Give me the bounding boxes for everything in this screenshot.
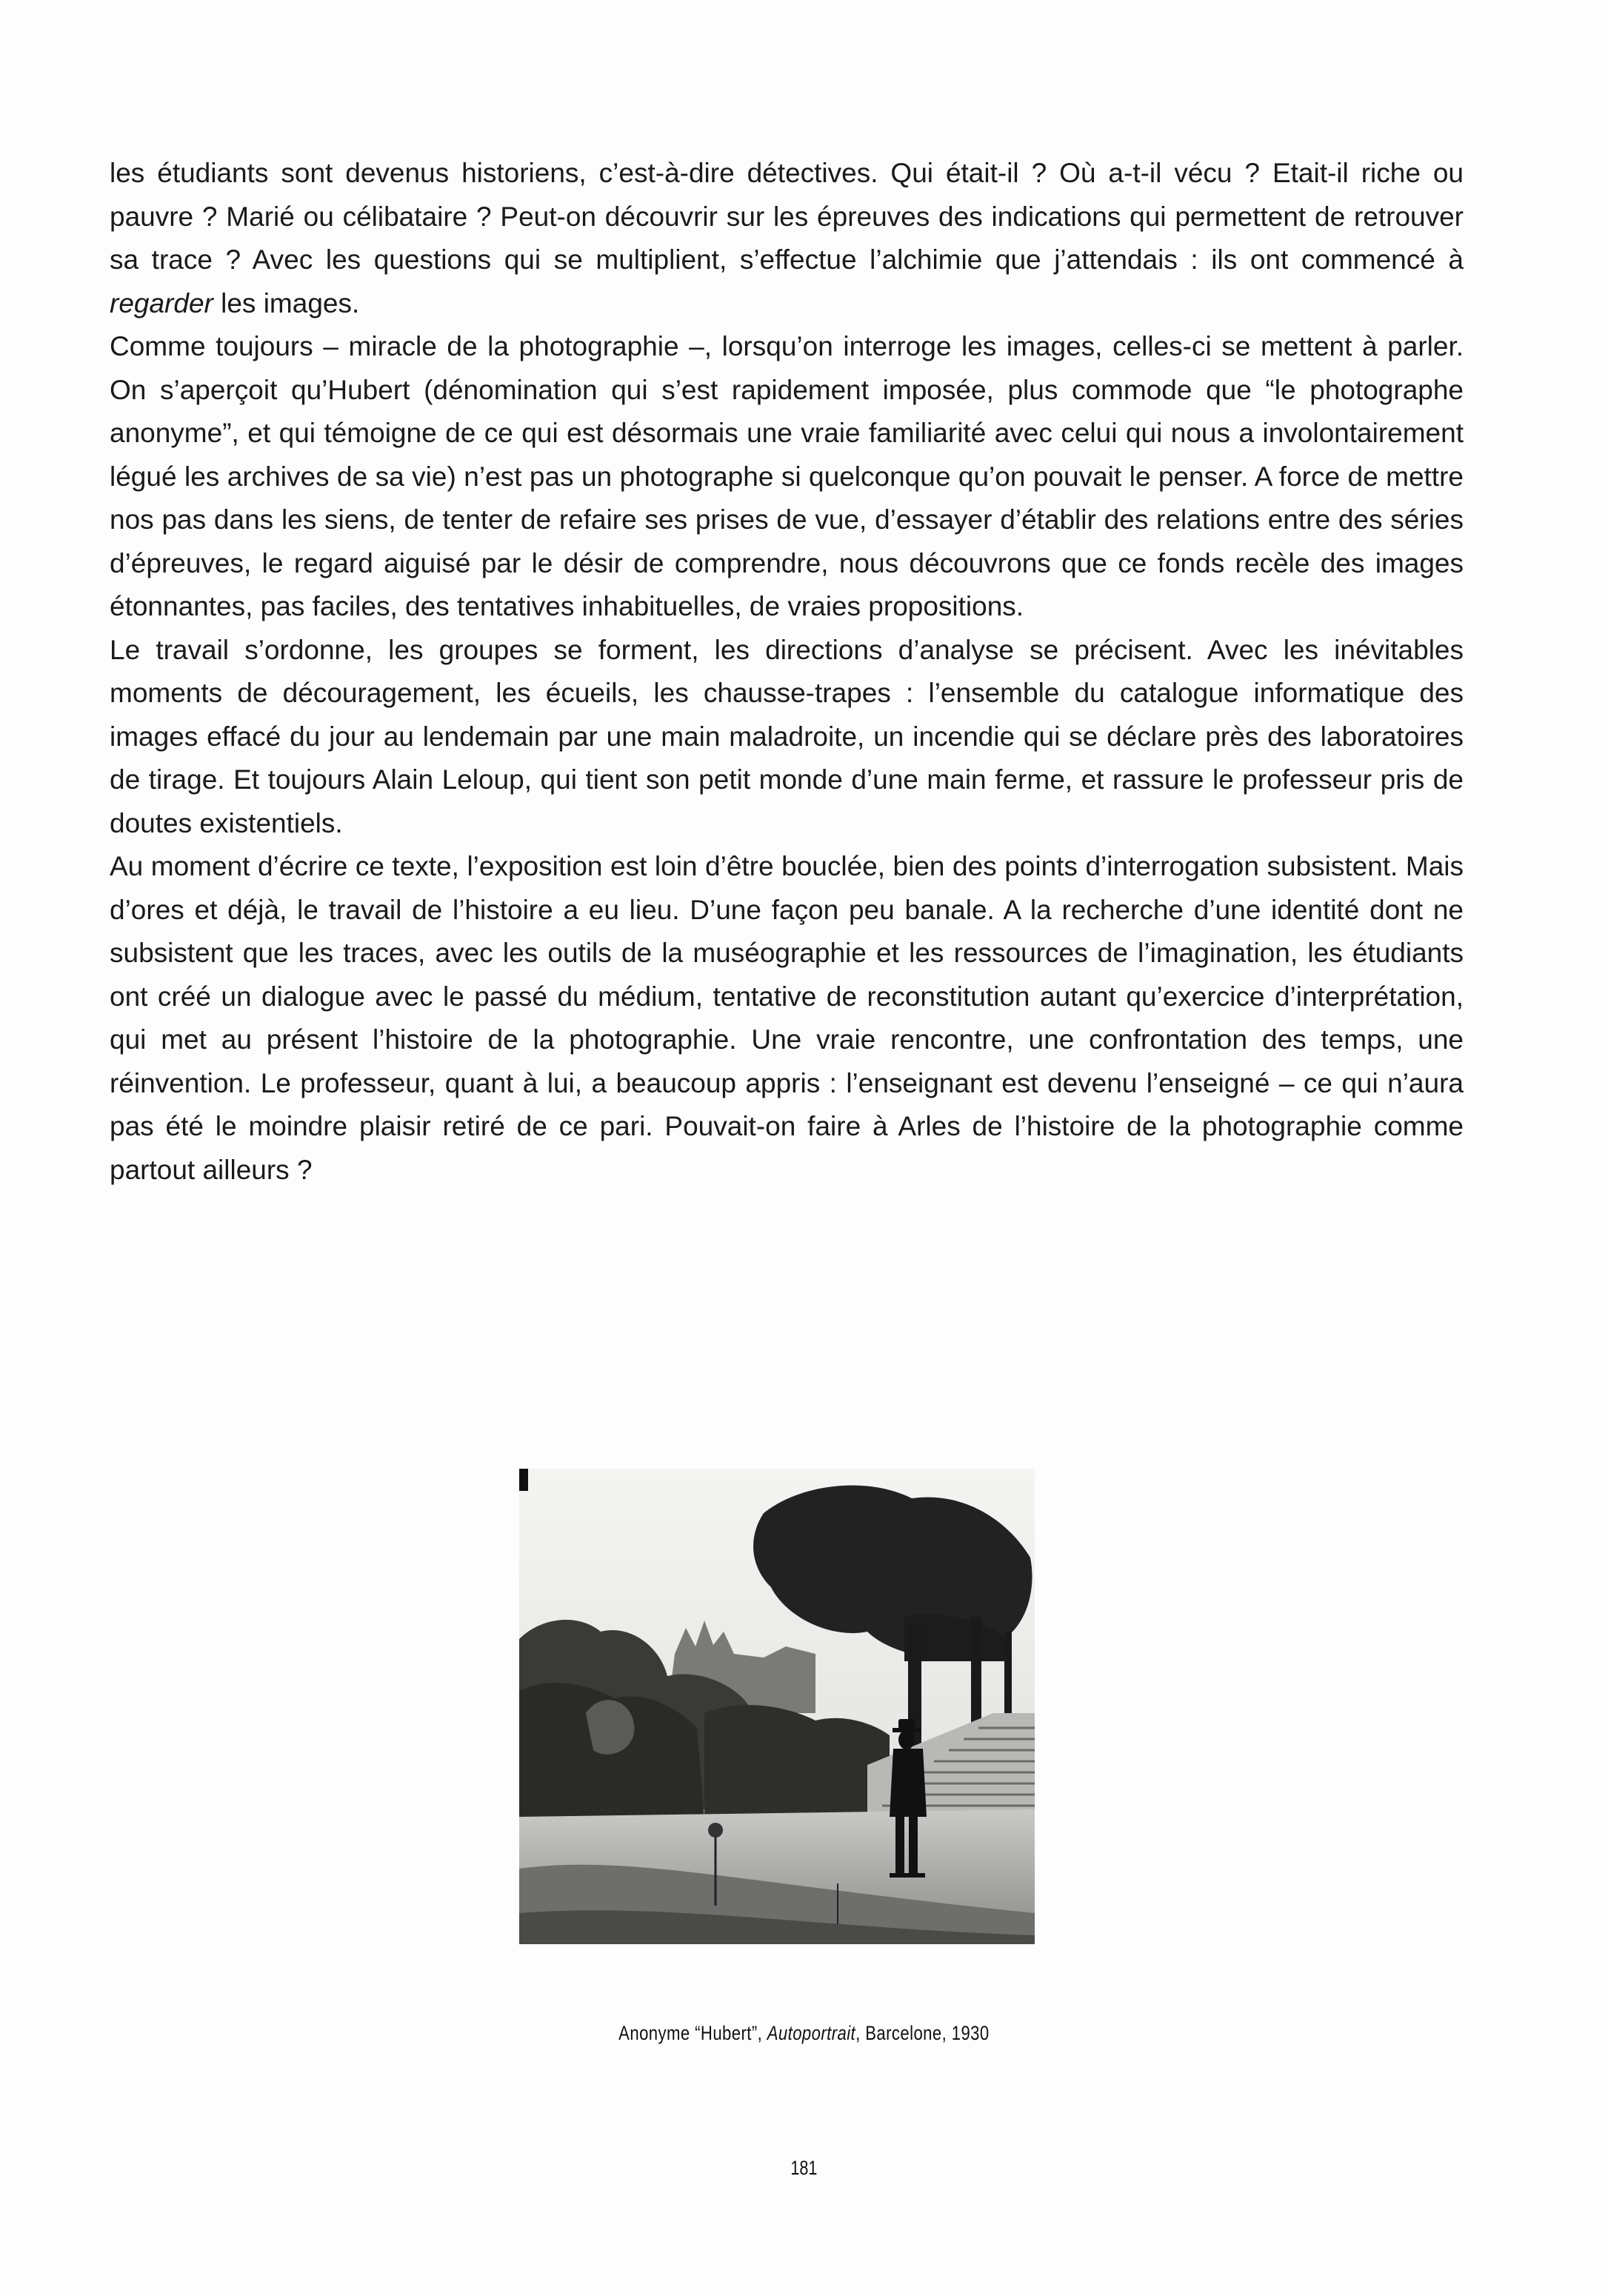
caption-author: Anonyme “Hubert”,	[618, 2022, 767, 2044]
photograph-image	[519, 1469, 1035, 1944]
page-number: 181	[790, 2157, 818, 2179]
paragraph-3: Le travail s’ordonne, les groupes se forment, les directions d’analyse se précisent. Avec les inévitables moments de découragement, les écueils, les chausse-trapes : l’ensemble du catalogue informatique des images effacé du jour au lendemain par une main maladroite, un incendie qui se déclare près des laboratoires de tirage. Et toujours Alain Leloup, qui tient son petit monde d’une main ferme, et rassure le professeur pris de doutes existentiels.	[110, 634, 1464, 838]
photograph-autoportrait	[519, 1469, 1035, 1944]
paragraph-4: Au moment d’écrire ce texte, l’exposition est loin d’être bouclée, bien des points d’interrogation subsistent. Mais d’ores et déjà, le travail de l’histoire a eu lieu. D’une façon peu banale. A la recherche d’une identité dont ne subsistent que les traces, avec les outils de la muséographie et les ressources de l’imagination, les étudiants ont créé un dialogue avec le passé du médium, tentative de reconstitution autant qu’exercice d’interprétation, qui met au présent l’histoire de la photographie. Une vraie rencontre, une confrontation des temps, une réinvention. Le professeur, quant à lui, a beaucoup appris : l’enseignant est devenu l’enseigné – ce qui n’aura pas été le moindre plaisir retiré de ce pari. Pouvait-on faire à Arles de l’histoire de la photographie comme partout ailleurs ?	[110, 851, 1464, 1185]
paragraph-1	[110, 152, 1464, 325]
paragraph-1-text: les étudiants sont devenus historiens, c’est-à-dire détectives. Qui était-il ? Où a-t-il vécu ? Etait-il riche ou pauvre ? Marié ou célibataire ? Peut-on découvrir sur les épreuves des indications qui permettent de retrouver sa trace ? Avec les questions qui se multiplient, s’effectue l’alchimie que j’attendais : ils ont commencé à	[110, 158, 1464, 275]
body-text	[110, 152, 1464, 1192]
paragraph-1-tail: les images.	[213, 287, 360, 318]
caption-place-date: , Barcelone, 1930	[855, 2022, 990, 2044]
paragraph-2: Comme toujours – miracle de la photographie –, lorsqu’on interroge les images, celles-ci se mettent à parler. On s’aperçoit qu’Hubert (dénomination qui s’est rapidement imposée, plus commode que “le photographe anonyme”, et qui témoigne de ce qui est désormais une vraie familiarité avec celui qui nous a involontairement légué les archives de sa vie) n’est pas un photographe si quelconque qu’on pouvait le penser. A force de mettre nos pas dans les siens, de tenter de refaire ses prises de vue, d’essayer d’établir des relations entre des séries d’épreuves, le regard aiguisé par le désir de comprendre, nous découvrons que ce fonds recèle des images étonnantes, pas faciles, des tentatives inhabituelles, de vraies propositions.	[110, 331, 1464, 621]
emphasis-regarder: regarder	[110, 287, 213, 318]
caption-title: Autoportrait	[767, 2022, 856, 2044]
photo-caption	[144, 2022, 1463, 2045]
